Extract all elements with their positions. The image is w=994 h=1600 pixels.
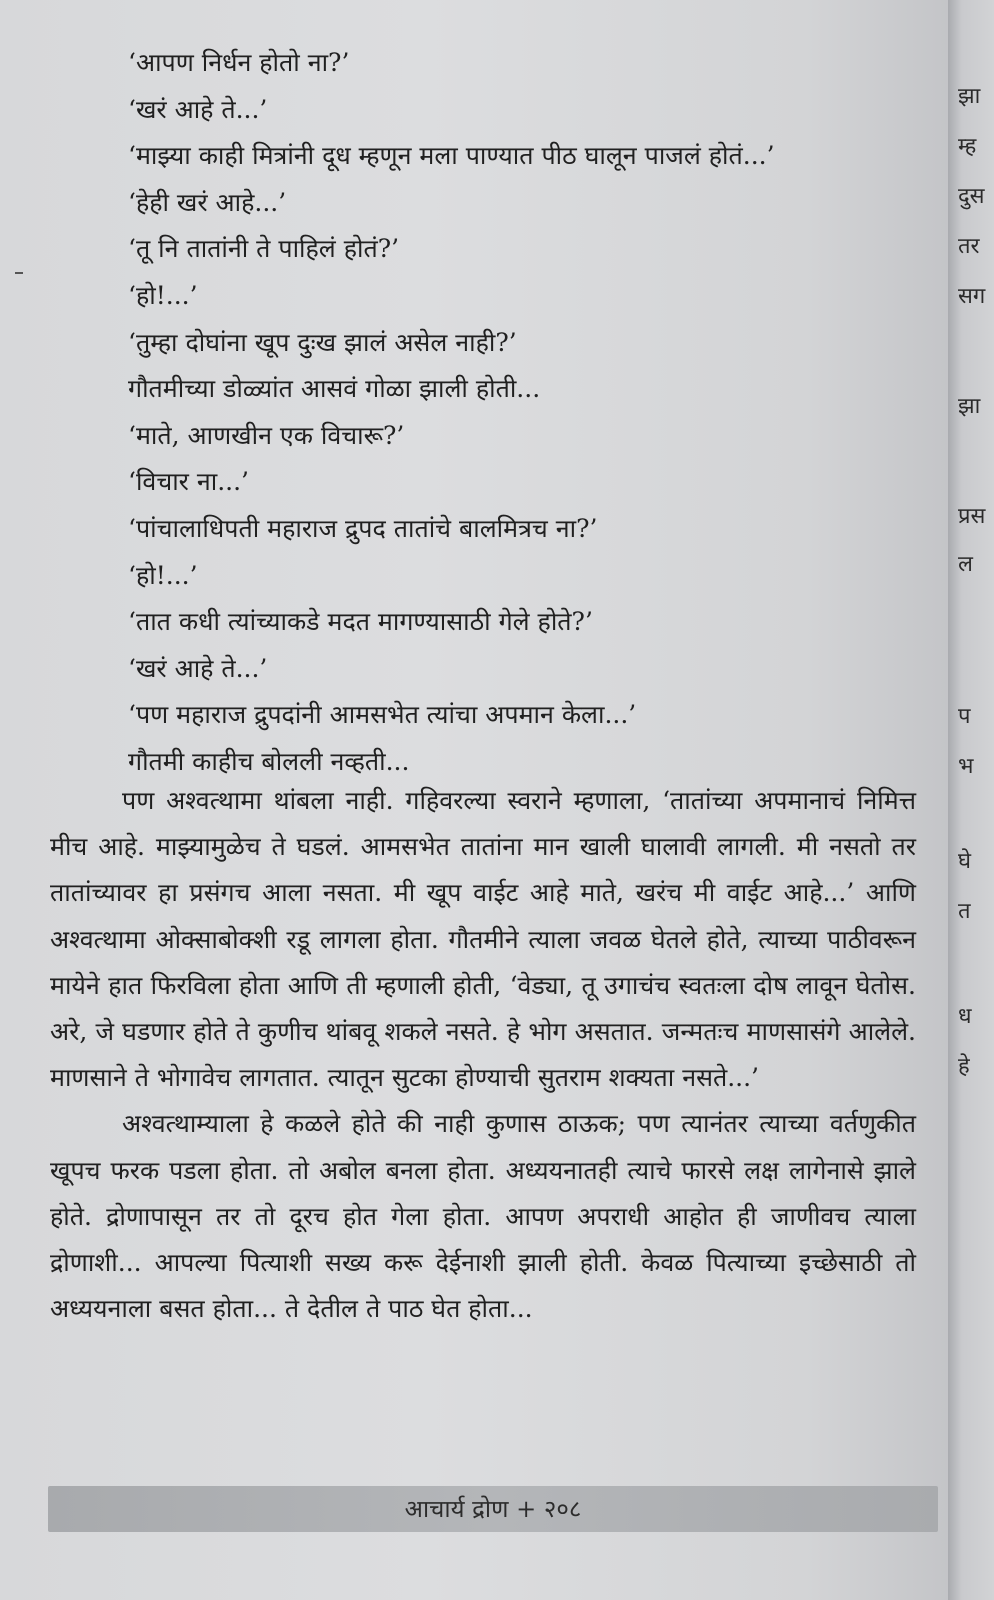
dialogue-line: ‘खरं आहे ते...’	[128, 653, 268, 683]
adjacent-text-fragment: तर	[958, 234, 980, 259]
dialogue-line: ‘तू नि तातांनी ते पाहिलं होतं?’	[128, 234, 400, 264]
adjacent-text-fragment: त	[958, 899, 971, 924]
dialogue-line: ‘खरं आहे ते...’	[128, 94, 268, 124]
book-title: आचार्य द्रोण	[404, 1495, 509, 1523]
dialogue-line: ‘विचार ना...’	[128, 467, 249, 497]
dialogue-line: ‘पांचालाधिपती महाराज द्रुपद तातांचे बालमित्रच ना?’	[128, 513, 598, 543]
dialogue-line: ‘माते, आणखीन एक विचारू?’	[128, 420, 405, 450]
page-number: २०८	[543, 1495, 582, 1523]
dialogue-line: ‘आपण निर्धन होतो ना?’	[128, 48, 350, 77]
adjacent-text-fragment: हे	[958, 1054, 970, 1079]
adjacent-text-fragment: प	[958, 704, 971, 729]
dialogue-line: गौतमीच्या डोळ्यांत आसवं गोळा झाली होती...	[128, 374, 541, 404]
adjacent-text-fragment: म्ह	[958, 134, 977, 159]
adjacent-text-fragment: भ	[958, 754, 974, 779]
margin-mark	[15, 272, 23, 274]
dialogue-line: ‘तुम्हा दोघांना खूप दुःख झालं असेल नाही?’	[128, 327, 517, 357]
dialogue-line: ‘हो!...’	[128, 280, 198, 310]
footer-separator: +	[516, 1495, 537, 1523]
adjacent-text-fragment: ध	[958, 1004, 972, 1029]
dialogue-line: ‘माझ्या काही मित्रांनी दूध म्हणून मला पाण्यात पीठ घालून पाजलं होतं...’	[128, 141, 775, 171]
page-footer	[48, 1486, 938, 1532]
adjacent-text-fragment: झा	[958, 84, 981, 109]
dialogue-block	[128, 40, 928, 786]
dialogue-line: ‘तात कधी त्यांच्याकडे मदत मागण्यासाठी गेले होते?’	[128, 607, 593, 637]
adjacent-text-fragment: प्रस	[958, 504, 986, 529]
adjacent-text-fragment: सग	[958, 284, 986, 309]
paragraph: पण अश्वत्थामा थांबला नाही. गहिवरल्या स्वराने म्हणाला, ‘तातांच्या अपमानाचं निमित्त मीच आहे. माझ्यामुळेच ते घडलं. आमसभेत तातांना मान खाली घालावी लागली. मी नसतो तर तातांच्यावर हा प्रसंगच आला नसता. मी खूप वाईट आहे माते, खरंच मी वाईट आहे...’ आणि अश्वत्थामा ओक्साबोक्शी रडू लागला होता. गौतमीने त्याला जवळ घेतले होते, त्याच्या पाठीवरून मायेने हात फिरविला होता आणि ती म्हणाली होती, ‘वेड्या, तू उगाचंच स्वतःला दोष लावून घेतोस. अरे, जे घडणार होते ते कुणीच थांबवू शकले नसते. हे भोग असतात. जन्मतःच माणसासंगे आलेले. माणसाने ते भोगावेच लागतात. त्यातून सुटका होण्याची सुतराम शक्यता नसते...’	[50, 786, 916, 1093]
paragraph: अश्वत्थाम्याला हे कळले होते की नाही कुणास ठाऊक; पण त्यानंतर त्याच्या वर्तणुकीत खूपच फरक पडला होता. तो अबोल बनला होता. अध्ययनातही त्याचे फारसे लक्ष लागेनासे झाले होते. द्रोणापासून तर तो दूरच होत गेला होता. आपण अपराधी आहोत ही जाणीवच त्याला द्रोणाशी... आपल्या पित्याशी सख्य करू देईनाशी झाली होती. केवळ पित्याच्या इच्छेसाठी तो अध्ययनाला बसत होता... ते देतील ते पाठ घेत होता...	[50, 1109, 916, 1324]
adjacent-text-fragment: घे	[958, 849, 972, 874]
adjacent-text-fragment: दुस	[958, 184, 985, 209]
dialogue-line: ‘हेही खरं आहे...’	[128, 187, 287, 217]
dialogue-line: गौतमी काहीच बोलली नव्हती...	[128, 746, 410, 776]
dialogue-line: ‘पण महाराज द्रुपदांनी आमसभेत त्यांचा अपमान केला...’	[128, 700, 637, 730]
dialogue-line: ‘हो!...’	[128, 560, 198, 590]
adjacent-page-edge	[948, 0, 994, 1600]
prose-block	[50, 778, 916, 1332]
adjacent-text-fragment: झा	[958, 394, 981, 419]
adjacent-text-fragment: ल	[958, 552, 973, 577]
